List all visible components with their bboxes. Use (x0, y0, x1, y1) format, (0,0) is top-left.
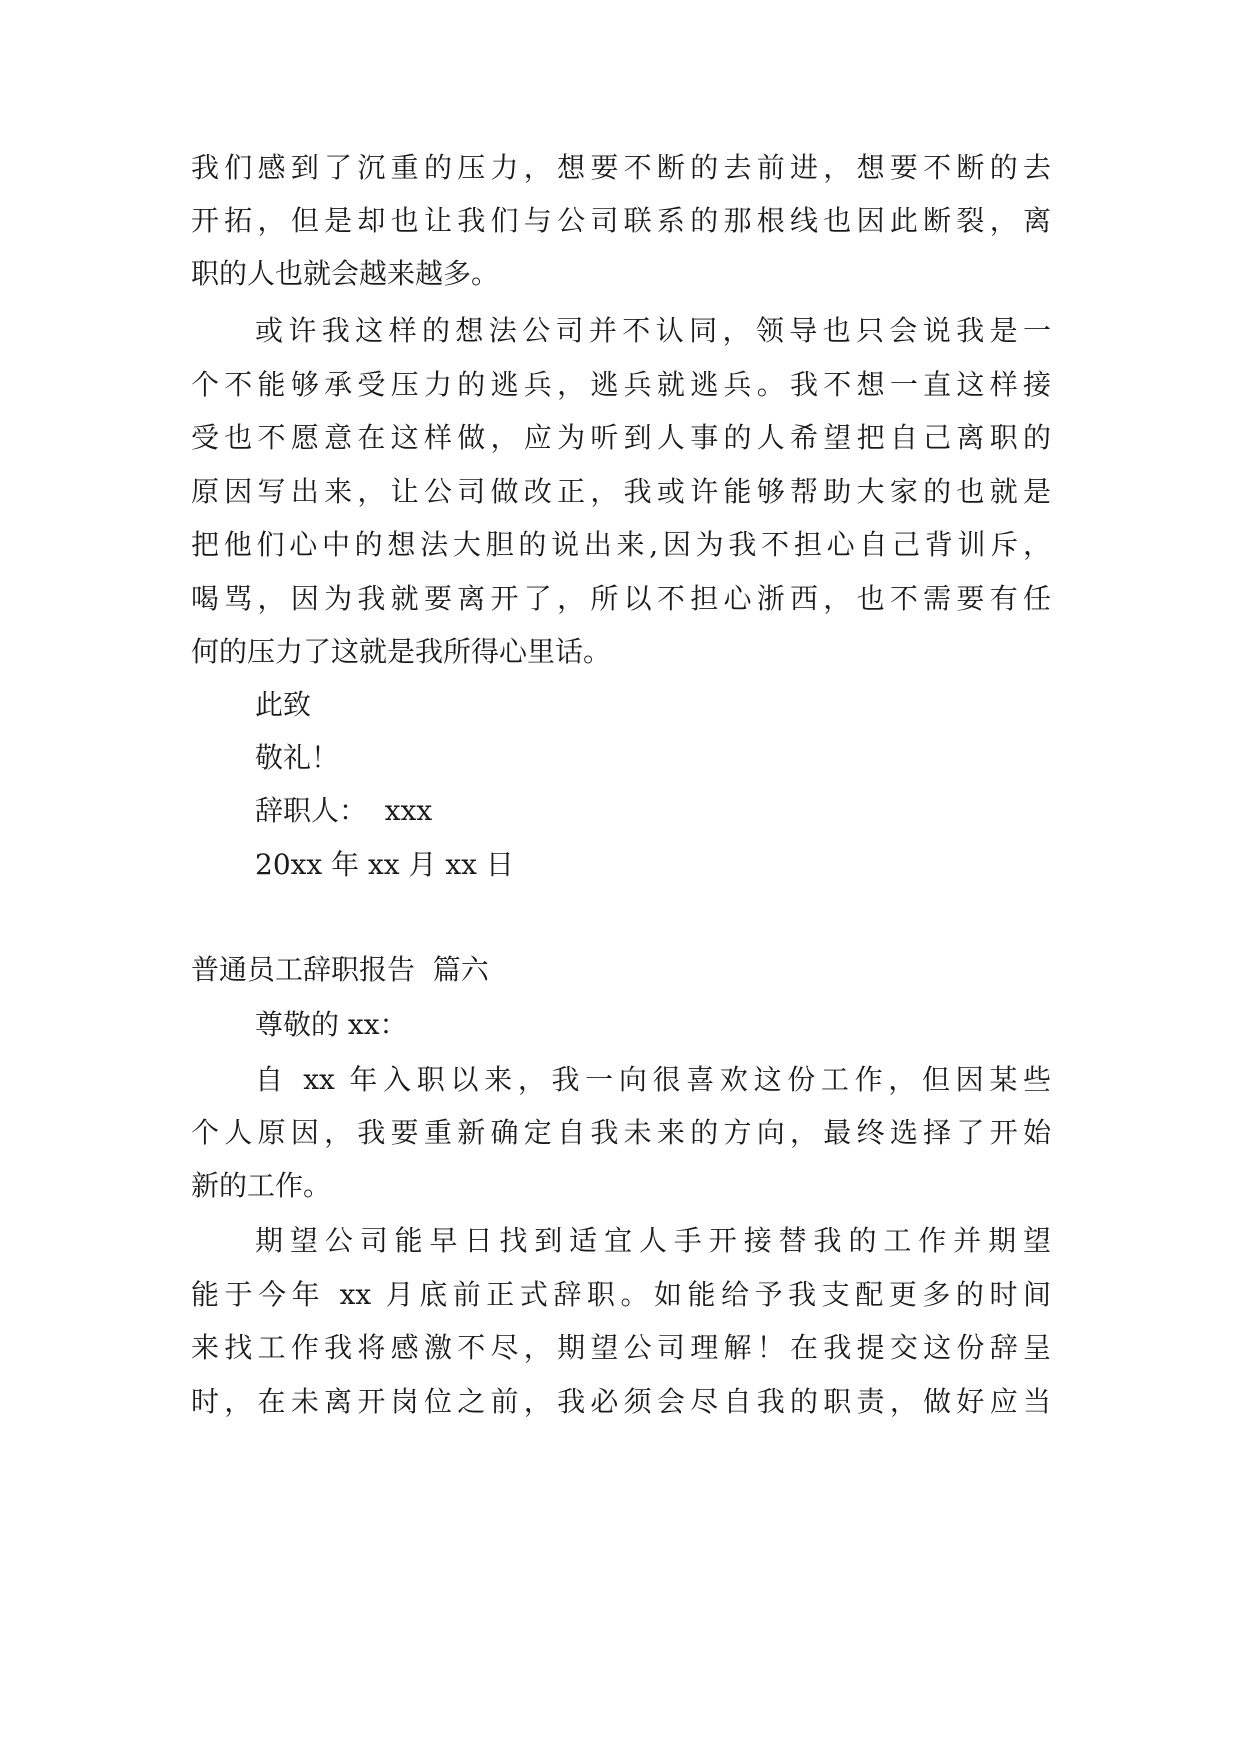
paragraph-2-line-1: 或许我这样的想法公司并不认同，领导也只会说我是一 (255, 314, 1051, 347)
closing-date: 20xx 年 xx 月 xx 日 (255, 848, 514, 881)
paragraph-1-line-2: 开拓，但是却也让我们与公司联系的那根线也因此断裂，离 (191, 204, 1051, 237)
paragraph-2-line-5: 把他们心中的想法大胆的说出来,因为我不担心自己背训斥， (191, 528, 1051, 561)
paragraph-3-line-1: 自 xx 年入职以来，我一向很喜欢这份工作，但因某些 (255, 1063, 1051, 1096)
paragraph-2-line-4: 原因写出来，让公司做改正，我或许能够帮助大家的也就是 (191, 475, 1051, 508)
paragraph-3-line-3: 新的工作。 (191, 1169, 332, 1202)
closing-regards: 敬礼！ (255, 741, 340, 774)
paragraph-2-line-2: 个不能够承受压力的逃兵，逃兵就逃兵。我不想一直这样接 (191, 368, 1051, 401)
paragraph-2-line-3: 受也不愿意在这样做，应为听到人事的人希望把自己离职的 (191, 421, 1051, 454)
paragraph-4-line-2: 能于今年 xx 月底前正式辞职。如能给予我支配更多的时间 (191, 1278, 1051, 1311)
paragraph-2-line-6: 喝骂，因为我就要离开了，所以不担心浙西，也不需要有任 (191, 582, 1051, 615)
paragraph-2-line-7: 何的压力了这就是我所得心里话。 (191, 635, 612, 668)
paragraph-1-line-1: 我们感到了沉重的压力，想要不断的去前进，想要不断的去 (191, 151, 1051, 184)
paragraph-4-line-3: 来找工作我将感激不尽，期望公司理解！在我提交这份辞呈 (191, 1331, 1051, 1364)
paragraph-4-line-1: 期望公司能早日找到适宜人手开接替我的工作并期望 (255, 1224, 1051, 1257)
closing-signer: 辞职人： xxx (255, 794, 433, 827)
closing-salutation: 此致 (255, 688, 312, 721)
section-title: 普通员工辞职报告 篇六 (191, 953, 489, 986)
paragraph-1-line-3: 职的人也就会越来越多。 (191, 257, 500, 290)
paragraph-3-line-2: 个人原因，我要重新确定自我未来的方向，最终选择了开始 (191, 1116, 1051, 1149)
greeting: 尊敬的 xx： (255, 1008, 408, 1041)
paragraph-4-line-4: 时，在未离开岗位之前，我必须会尽自我的职责，做好应当 (191, 1385, 1051, 1418)
